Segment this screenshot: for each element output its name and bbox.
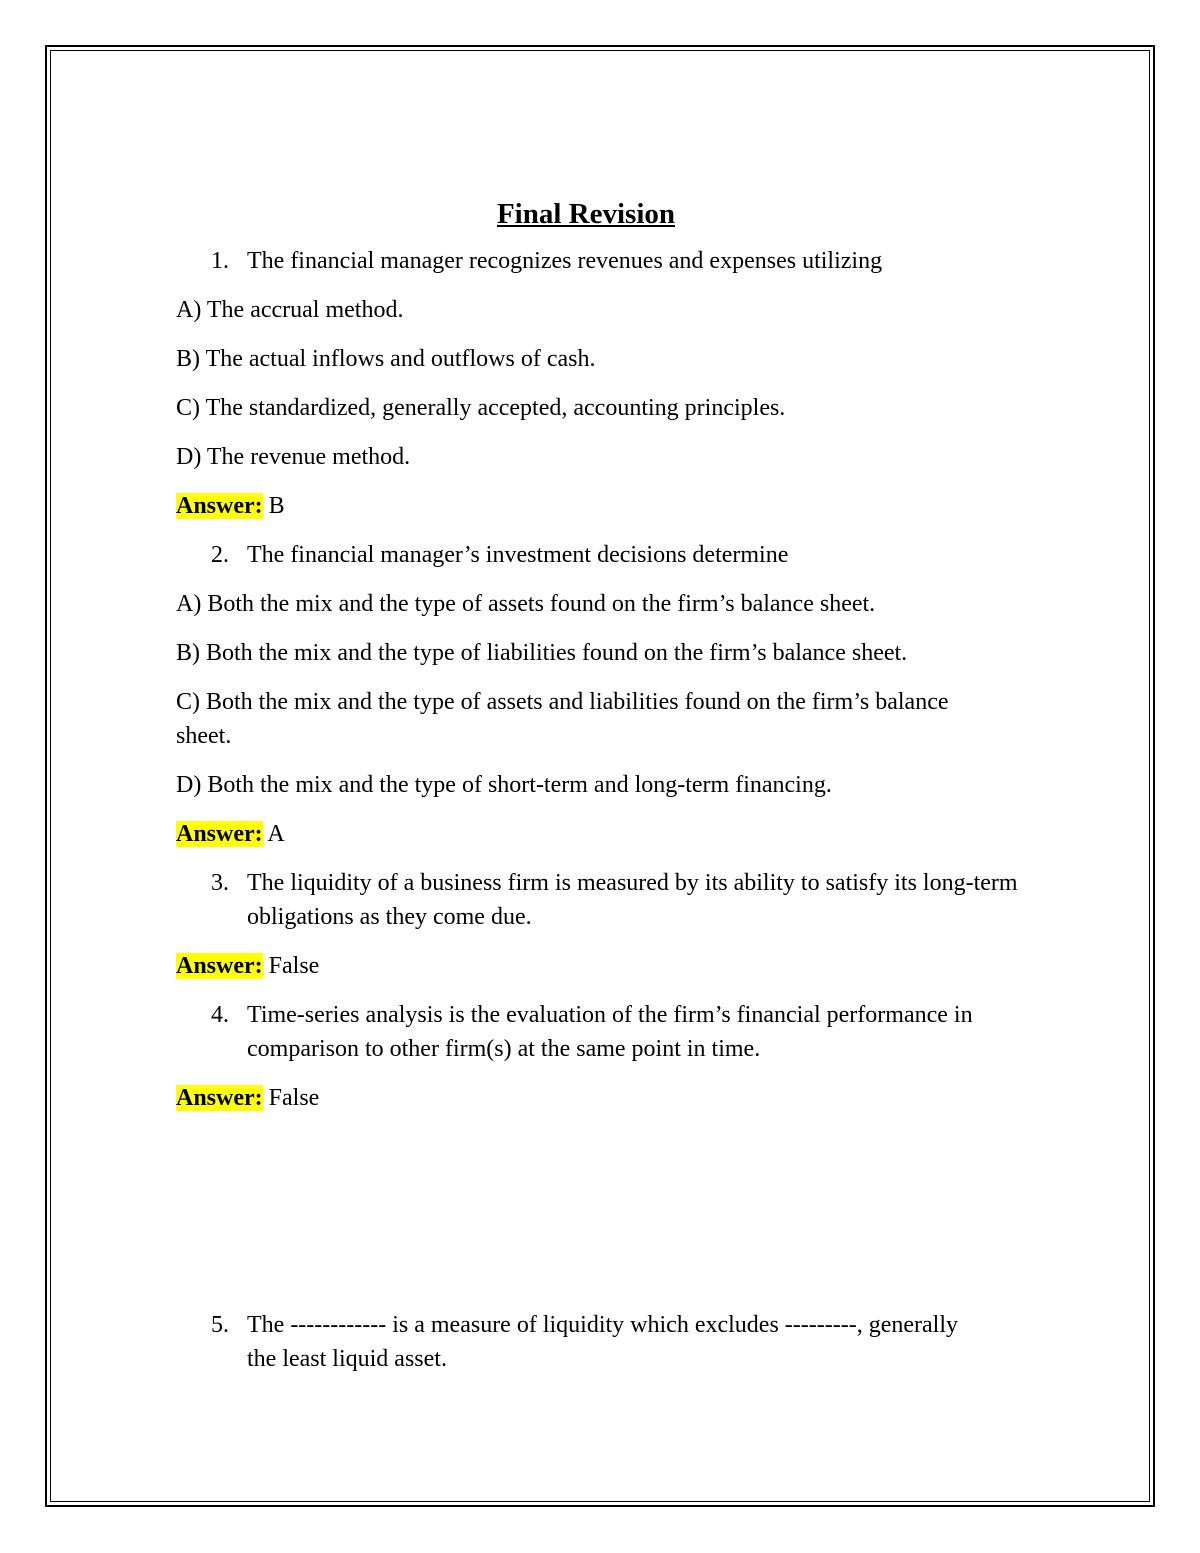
question-text: The financial manager recognizes revenues and expenses utilizing: [247, 248, 883, 274]
answer-4: [176, 1081, 1036, 1115]
option-c: C) The standardized, generally accepted, accounting principles.: [176, 395, 786, 421]
blank-space: [176, 1130, 1036, 1308]
question-number: 1.: [211, 248, 229, 274]
answer-label: Answer:: [176, 493, 263, 519]
question-number: 2.: [211, 542, 229, 568]
answer-value: False: [262, 1085, 320, 1111]
answer-1: [176, 489, 1036, 523]
option-b: B) The actual inflows and outflows of cash.: [176, 346, 596, 372]
question-4: [176, 998, 1036, 1066]
option-b: B) Both the mix and the type of liabilities found on the firm’s balance sheet.: [176, 640, 908, 666]
question-text: The ------------ is a measure of liquidity which excludes ---------, generally the least liquid asset.: [247, 1312, 958, 1372]
answer-2: [176, 817, 1036, 851]
question-3: [176, 866, 1036, 934]
document-title: Final Revision: [496, 198, 676, 230]
answer-label: Answer:: [176, 953, 263, 979]
question-number: 4.: [211, 1002, 229, 1028]
question-text: The financial manager’s investment decisions determine: [247, 542, 789, 568]
answer-label: Answer:: [176, 821, 263, 847]
document-body: [176, 194, 1036, 1391]
option-a: A) Both the mix and the type of assets found on the firm’s balance sheet.: [176, 591, 876, 617]
question-number: 5.: [211, 1312, 229, 1338]
question-5: [176, 1308, 1036, 1376]
answer-3: [176, 949, 1036, 983]
question-1: [176, 244, 1036, 278]
question-2: [176, 538, 1036, 572]
answer-value: B: [262, 493, 285, 519]
option-d: D) The revenue method.: [176, 444, 411, 470]
answer-value: A: [262, 821, 285, 847]
question-text: The liquidity of a business firm is measured by its ability to satisfy its long-term obligations as they come due.: [247, 870, 1018, 930]
question-text: Time-series analysis is the evaluation of the firm’s financial performance in comparison to other firm(s) at the same point in time.: [247, 1002, 973, 1062]
option-c: C) Both the mix and the type of assets and liabilities found on the firm’s balance sheet.: [176, 689, 949, 749]
answer-value: False: [262, 953, 320, 979]
question-number: 3.: [211, 870, 229, 896]
option-a: A) The accrual method.: [176, 297, 404, 323]
option-d: D) Both the mix and the type of short-term and long-term financing.: [176, 772, 832, 798]
answer-label: Answer:: [176, 1085, 263, 1111]
